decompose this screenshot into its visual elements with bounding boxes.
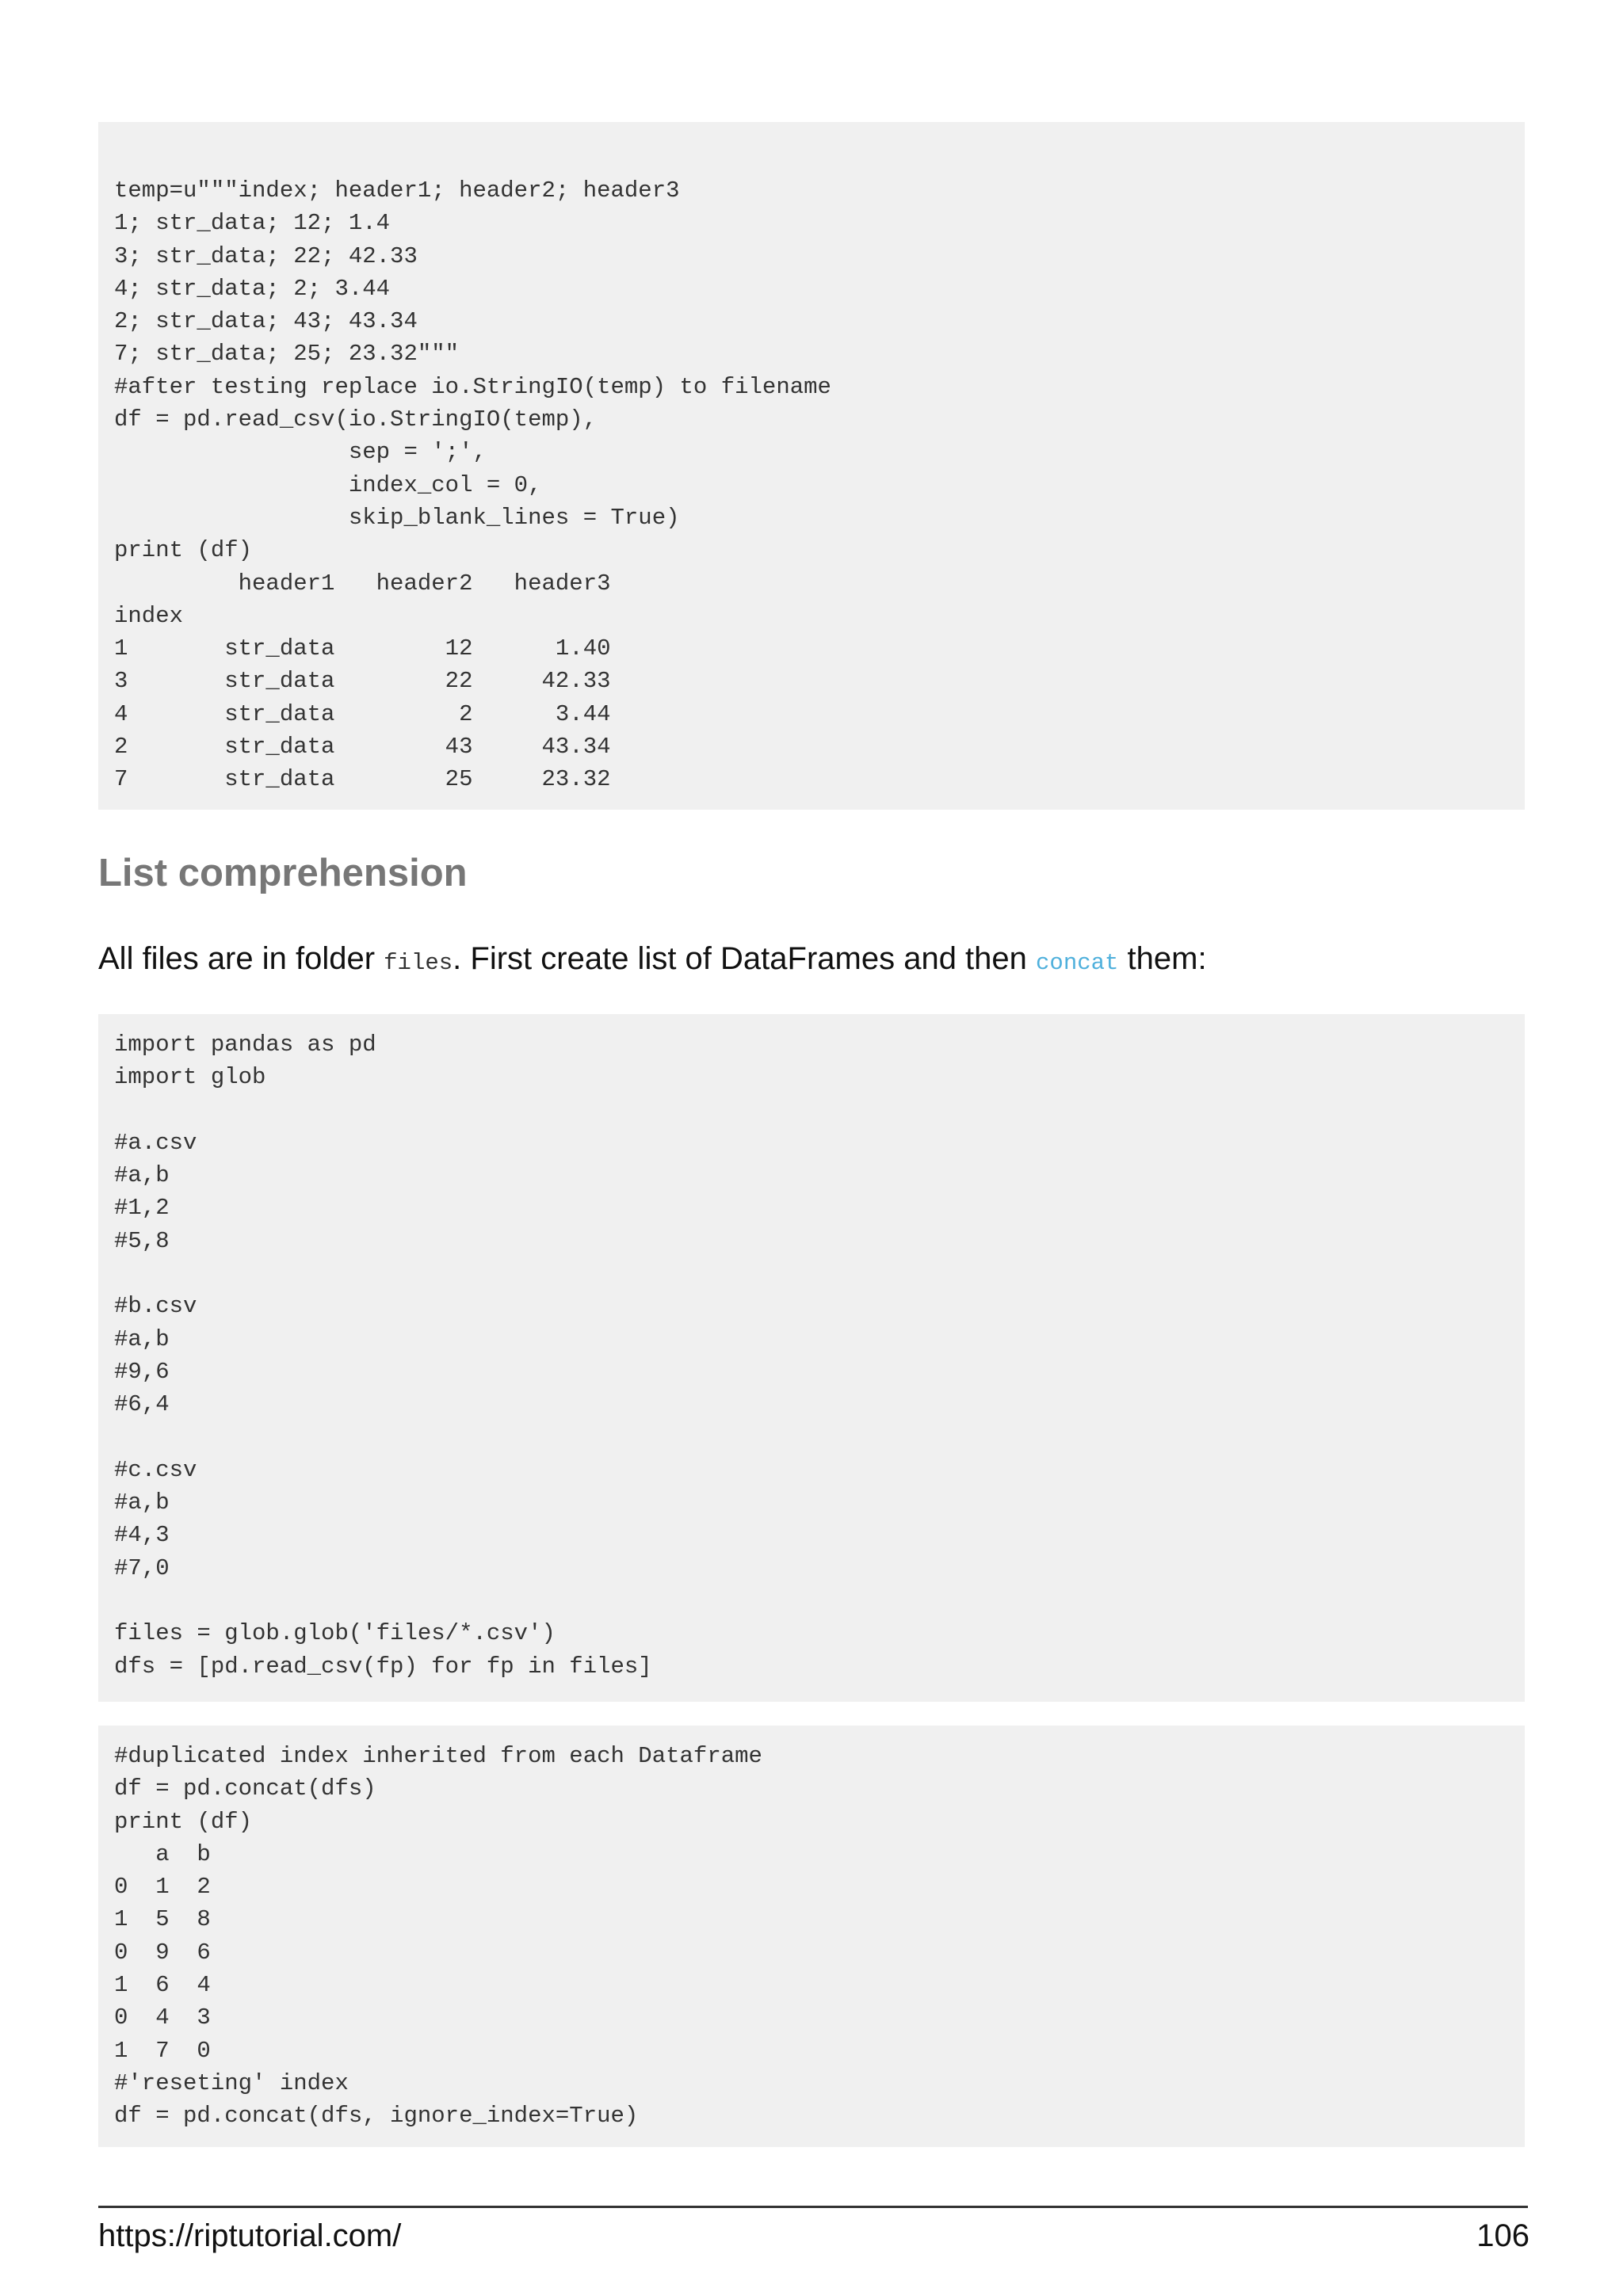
paragraph-text: All files are in folder — [98, 941, 384, 976]
code-block-concat: #duplicated index inherited from each Dataframe df = pd.concat(dfs) print (df) a b 0 1 2 1 5 8 0 9 6 1 6 4 0 4 3 1 7 0 #'reseting' index df = pd.concat(dfs, ignore_index=True) — [98, 1726, 1525, 2147]
inline-code-files: files — [384, 950, 453, 976]
intro-paragraph — [98, 936, 1207, 986]
code-block-read-csv: temp=u"""index; header1; header2; header3 1; str_data; 12; 1.4 3; str_data; 22; 42.33 4; str_data; 2; 3.44 2; str_data; 43; 43.34 7; str_data; 25; 23.32""" #after testing replace io.StringIO(temp) to filename df = pd.read_csv(io.StringIO(temp), sep = ';', index_col = 0, skip_blank_lines = True) print (df) header1 header2 header3 index 1 str_data 12 1.40 3 str_data 22 42.33 4 str_data 2 3.44 2 str_data 43 43.34 7 str_data 25 23.32 — [98, 122, 1525, 810]
section-heading: List comprehension — [98, 852, 468, 894]
code-block-glob-files: import pandas as pd import glob #a.csv #a,b #1,2 #5,8 #b.csv #a,b #9,6 #6,4 #c.csv #a,b #4,3 #7,0 files = glob.glob('files/*.csv') dfs = [pd.read_csv(fp) for fp in files] — [98, 1014, 1525, 1702]
concat-link[interactable]: concat — [1036, 950, 1119, 976]
paragraph-text: . First create list of DataFrames and then — [453, 941, 1037, 976]
paragraph-text: them: — [1118, 941, 1207, 976]
footer-divider — [98, 2206, 1528, 2208]
footer-url-link[interactable]: https://riptutorial.com/ — [98, 2218, 402, 2253]
page-number: 106 — [1476, 2218, 1529, 2253]
